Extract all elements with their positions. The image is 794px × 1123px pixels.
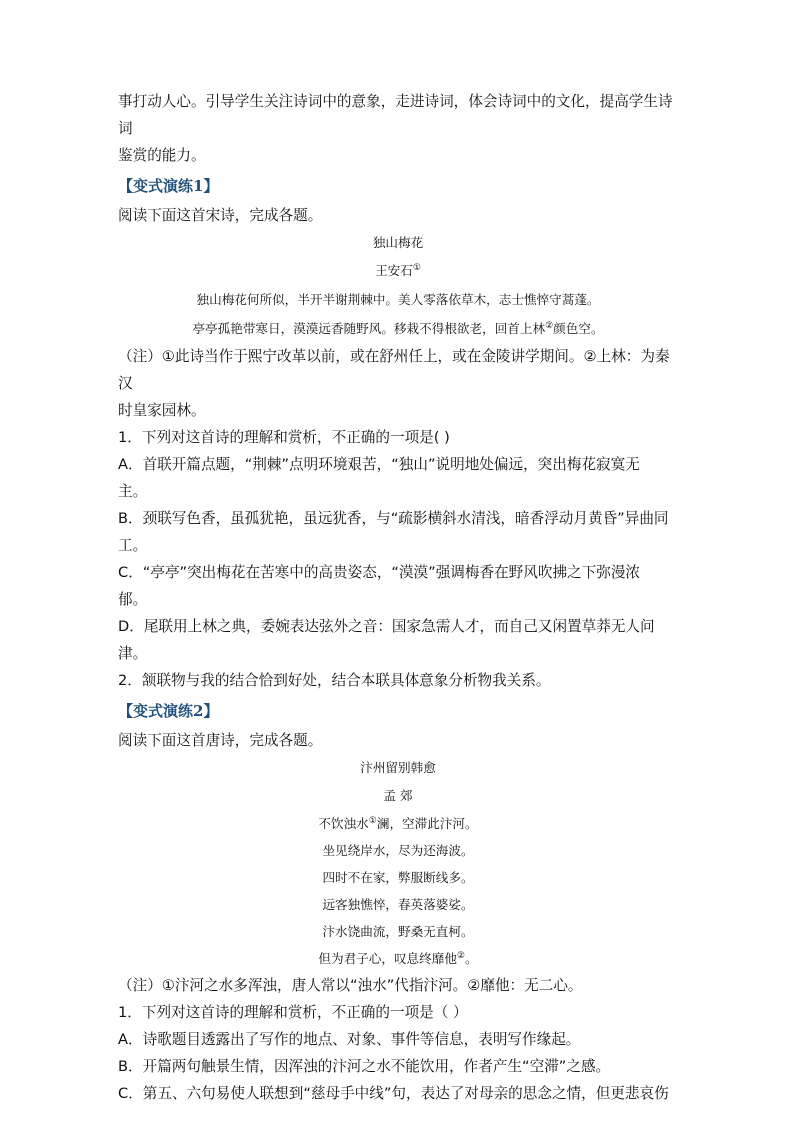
question-2-1: 1．下列对这首诗的理解和赏析，不正确的一项是（ ） <box>118 1004 468 1021</box>
note-1-line-1: （注）①此诗当作于熙宁改革以前，或在舒州任上，或在金陵讲学期间。②上林：为秦汉 <box>118 348 670 392</box>
option-2-b: B．开篇两句触景生情，因浑浊的汴河之水不能饮用，作者产生“空滞”之感。 <box>118 1058 611 1075</box>
option-c-line-1: C．“亭亭”突出梅花在苦寒中的高贵姿态，“漠漠”强调梅香在野风吹拂之下弥漫浓 <box>118 564 641 581</box>
option-b-line-1: B．颈联写色香，虽孤犹艳，虽远犹香，与“疏影横斜水清浅，暗香浮动月黄昏”异曲同 <box>118 510 669 527</box>
intro-line-2: 鉴赏的能力。 <box>118 147 206 164</box>
footnote-mark: ① <box>368 815 377 826</box>
poem-1-author-line <box>118 257 678 285</box>
poem-2-line-1 <box>118 810 678 837</box>
poem-2-line-5: 汴水饶曲流，野桑无直柯。 <box>322 924 474 939</box>
note-2: （注）①汴河之水多浑浊，唐人常以“浊水”代指汴河。②靡他：无二心。 <box>118 977 583 994</box>
poem-1-line-2a: 亭亭孤艳带寒日，漠漠远香随野风。移栽不得根欲老，回首上林 <box>192 321 546 336</box>
exercise-1-heading: 【变式演练1】 <box>118 177 219 195</box>
option-c-line-2: 郁。 <box>118 591 148 608</box>
poem-1-line-2 <box>118 314 678 343</box>
poem-2-author: 孟 郊 <box>383 788 413 803</box>
option-2-c: C．第五、六句易使人联想到“慈母手中线”句，表达了对母亲的思念之情，但更悲哀伤 <box>118 1085 669 1102</box>
option-d: D．尾联用上林之典，委婉表达弦外之音：国家急需人才，而自己又闲置草莽无人问津。 <box>118 618 655 662</box>
footnote-mark: ② <box>456 950 465 961</box>
exercise-2-heading: 【变式演练2】 <box>118 702 219 720</box>
poem-2-line-4: 远客独憔悴，春英落婆娑。 <box>322 897 474 912</box>
poem-1-author: 王安石 <box>375 263 413 278</box>
exercise-2-instruction: 阅读下面这首唐诗，完成各题。 <box>118 732 323 749</box>
poem-2-line-6a: 但为君子心，叹息终靡他 <box>318 951 457 966</box>
footnote-mark: ② <box>545 320 554 331</box>
footnote-mark: ① <box>412 262 421 273</box>
question-1-1: 1．下列对这首诗的理解和赏析，不正确的一项是( ) <box>118 429 450 446</box>
poem-2 <box>118 754 678 972</box>
poem-2-line-6 <box>118 945 678 972</box>
poem-2-line-1b: 澜，空滞此汴河。 <box>376 816 478 831</box>
poem-2-line-1a: 不饮浊水 <box>318 816 369 831</box>
option-b-line-2: 工。 <box>118 537 148 554</box>
note-1-line-2: 时皇家园林。 <box>118 402 206 419</box>
poem-2-line-6b: 。 <box>465 951 478 966</box>
option-2-a: A．诗歌题目透露出了写作的地点、对象、事件等信息，表明写作缘起。 <box>118 1031 581 1048</box>
poem-1 <box>118 229 678 343</box>
option-a-line-1: A．首联开篇点题，“荆棘”点明环境艰苦，“独山”说明地处偏远，突出梅花寂寞无 <box>118 456 640 473</box>
poem-2-line-3: 四时不在家，弊服断线多。 <box>322 870 474 885</box>
poem-1-line-2b: 颜色空。 <box>553 321 604 336</box>
poem-1-line-1: 独山梅花何所似，半开半谢荆棘中。美人零落依草木，志士憔悴守蒿蓬。 <box>196 292 600 307</box>
poem-1-title: 独山梅花 <box>372 235 424 250</box>
document-page <box>118 88 678 1107</box>
poem-2-line-2: 坐见绕岸水，尽为还海波。 <box>322 843 474 858</box>
poem-2-title: 汴州留别韩愈 <box>360 760 436 775</box>
question-1-2: 2．颔联物与我的结合恰到好处，结合本联具体意象分析物我关系。 <box>118 672 551 689</box>
option-a-line-2: 主。 <box>118 483 148 500</box>
intro-line-1: 事打动人心。引导学生关注诗词中的意象，走进诗词，体会诗词中的文化，提高学生诗词 <box>118 93 673 137</box>
exercise-1-instruction: 阅读下面这首宋诗，完成各题。 <box>118 207 323 224</box>
